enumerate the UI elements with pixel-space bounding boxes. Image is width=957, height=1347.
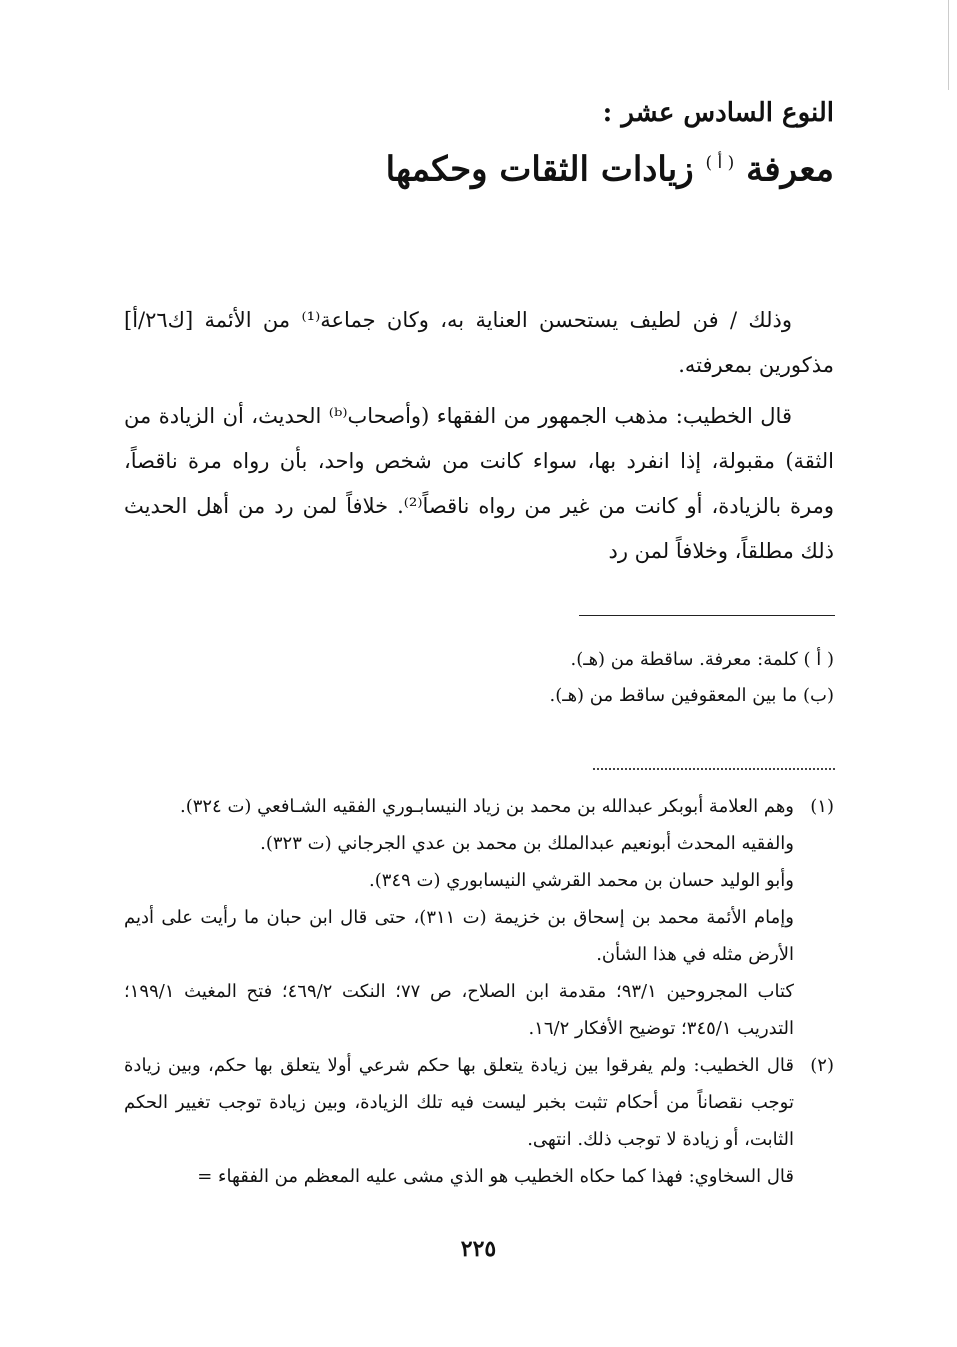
scan-edge-mark <box>948 0 949 90</box>
footnote-2 <box>124 1047 834 1195</box>
footnote-2-marker: (٢) <box>810 1055 834 1076</box>
apparatus-note-a: ( أ ) كلمة: معرفة. ساقطة من (هـ). <box>570 649 834 670</box>
footnote-2-line: قال السخاوي: فهذا كما حكاه الخطيب هو الذي مشى عليه المعظم من الفقهاء = <box>197 1166 794 1187</box>
paragraph-1: وذلك / فن لطيف يستحسن العناية به، وكان جماعة⁽¹⁾ من الأئمة [ك٢٦/أ] مذكورين بمعرفته. <box>124 308 834 377</box>
main-text <box>124 298 834 574</box>
footnote-1 <box>124 788 834 1047</box>
footnote-ref-a: ( أ ) <box>705 153 735 173</box>
page-number: ٢٢٥ <box>460 1236 497 1262</box>
apparatus-footnotes <box>134 642 834 714</box>
footnote-1-line: كتاب المجروحين ٩٣/١؛ مقدمة ابن الصلاح، ص ٧٧؛ النكت ٤٦٩/٢؛ فتح المغيث ١٩٩/١؛ التدريب ٣٤٥/١؛ توضيح الأفكار ١٦/٢. <box>124 981 794 1039</box>
paragraph-2: قال الخطيب: مذهب الجمهور من الفقهاء (وأصحاب⁽ᵇ⁾ الحديث، أن الزيادة من الثقة) مقبولة، إذا انفرد بها، سواء كانت من شخص واحد، بأن رواه مرة ناقصاً، ومرة بالزيادة، أو كانت من غير من رواه ناقصاً⁽²⁾. خلافاً لمن رد من أهل الحديث ذلك مطلقاً، وخلافاً لمن رد <box>124 404 834 563</box>
chapter-subject-word: معرفة <box>746 149 834 190</box>
footnote-1-text <box>124 788 794 1047</box>
footnote-1-line: وهم العلامة أبوبكر عبدالله بن محمد بن زياد النيسابـوري الفقيه الشـافعي (ت ٣٢٤). <box>179 796 794 817</box>
numbered-footnotes <box>124 788 834 1195</box>
footnote-separator <box>579 615 835 616</box>
footnote-2-text <box>124 1047 794 1195</box>
chapter-number-title: النوع السادس عشر : <box>602 98 834 128</box>
footnote-1-line: وإمام الأئمة محمد بن إسحاق بن خزيمة (ت ٣١١)، حتى قال ابن حبان ما رأيت على أديم الأرض مثله في هذا الشأن. <box>124 907 794 965</box>
chapter-heading <box>234 90 834 196</box>
footnote-1-line: والفقيه المحدث أبونعيم عبدالملك بن محمد بن عدي الجرجاني (ت ٣٢٣). <box>260 833 794 854</box>
chapter-subject-title <box>234 136 834 196</box>
chapter-subject-rest: زيادات الثقات وحكمها <box>385 149 694 190</box>
footnote-1-marker: (١) <box>810 796 834 817</box>
apparatus-note-b: (ب) ما بين المعقوفين ساقط من (هـ). <box>549 685 834 706</box>
footnote-2-line: قال الخطيب: ولم يفرقوا بين زيادة يتعلق بها حكم شرعي أولا يتعلق بها حكم، وبين زيادة توجب نقصاناً من أحكام تثبت بخبر ليست فيه تلك الزيادة، وبين زيادة توجب تغيير الحكم الثابت، أو زيادة لا توجب ذلك. انتهى. <box>124 1055 794 1150</box>
dotted-separator <box>593 768 835 770</box>
footnote-1-line: وأبو الوليد حسان بن محمد القرشي النيسابوري (ت ٣٤٩). <box>369 870 794 891</box>
